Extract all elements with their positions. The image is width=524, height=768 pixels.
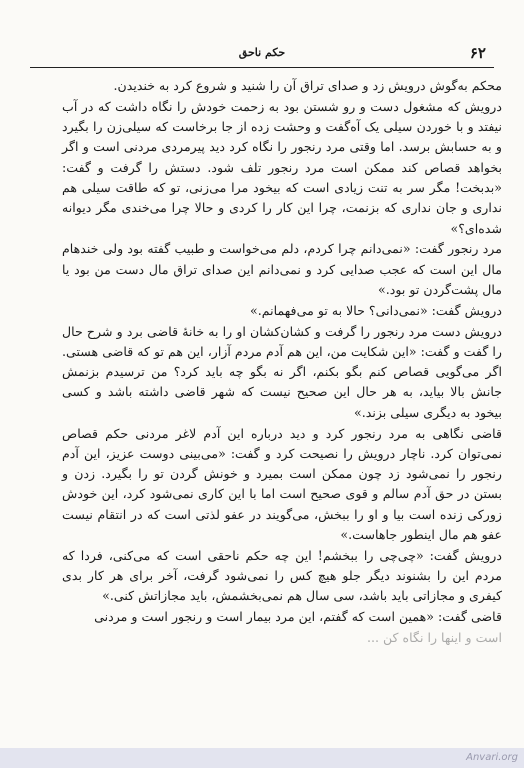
watermark: Anvari.org	[466, 752, 518, 763]
header-rule	[30, 67, 494, 68]
page-body	[62, 76, 502, 648]
paragraph: قاضی گفت: «همین است که گفتم، این مرد بیمار است و رنجور است و مردنی	[94, 609, 502, 625]
paragraph: مرد رنجور گفت: «نمی‌دانم چرا کردم، دلم می‌خواست و طبیب گفته بود ولی خندهام مال این است که عجب صدایی کرد و نمی‌دانم این صدای تراق مال دست من بود یا مال پشت‌گردن تو بود.»	[62, 241, 502, 297]
paragraph: درویش دست مرد رنجور را گرفت و کشان‌کشان او را به خانهٔ قاضی برد و شرح حال را گفت و گفت: «این شکایت من، این هم آدم مردم آزار، این هم تو که قاضی هستی. اگر می‌گویی قصاص کنم بگو بکنم، اگر نه بگو چه باید کرد؟ من ترسیدم بزنمش جانش بالا بیاید، به هر حال این صحیح نیست که شهر قاضی داشته باشد و کسی بیخود به دیگری سیلی بزند.»	[62, 323, 502, 420]
faded-line: است و اینها را نگاه کن ...	[366, 630, 502, 646]
running-head: حکم ناحق	[238, 46, 286, 59]
footer-band	[0, 748, 524, 768]
paragraph: قاضی نگاهی به مرد رنجور کرد و دید درباره این آدم لاغر مردنی حکم قصاص نمی‌توان کرد. ناچار درویش را نصیحت کرد و گفت: «می‌بینی دوست عزیز، این آدم رنجور را نمی‌شود زد چون ممکن است بمیرد و خونش گردن تو را بگیرد. زدن و بستن در حق آدم سالم و قوی صحیح است اما با این کاری نمی‌شود کرد، این خودش زورکی زنده است بیا و او را ببخش، می‌گویند در عفو لذتی است که در انتقام نیست عفو هم مال اینطور جاهاست.»	[62, 425, 502, 543]
paragraph: درویش گفت: «چی‌چی را ببخشم! این چه حکم ناحقی است که می‌کنی، فردا که مردم این را بشنوند دیگر جلو هیچ کس را نمی‌شود گرفت، آخر برای هر کار بدی کیفری و مجازاتی باید باشد، سی سال هم نمی‌بخشمش، باید مجازاتش کنی.»	[62, 547, 502, 604]
paragraph: درویش که مشغول دست و رو شستن بود به زحمت خودش را نگاه داشت که در آب نیفتد و با خوردن سیلی یک آه‌گفت و وحشت زده از جا برخاست که سیلی‌زن را بگیرد و به حسابش برسد. اما وقتی مرد رنجور را نگاه کرد دید پیرمردی مردنی است و اگر بخواهد قصاص کند ممکن است مرد رنجور تلف شود. دستش را گرفت و گفت: «بدبخت! مگر سر به تنت زیادی است که بیخود مرا می‌زنی، تو که طاقت سیلی هم نداری و جان نداری که بزنمت، چرا این کار را کردی و حالا چرا می‌خندی مگر دیوانه شده‌ای؟»	[62, 98, 502, 236]
page-number: ۶۲	[469, 44, 486, 62]
page-header	[30, 44, 494, 64]
paragraph: محکم به‌گوش درویش زد و صدای تراق آن را شنید و شروع کرد به خندیدن.	[113, 78, 502, 93]
paragraph: درویش گفت: «نمی‌دانی؟ حالا به تو می‌فهمانم.»	[250, 302, 502, 318]
